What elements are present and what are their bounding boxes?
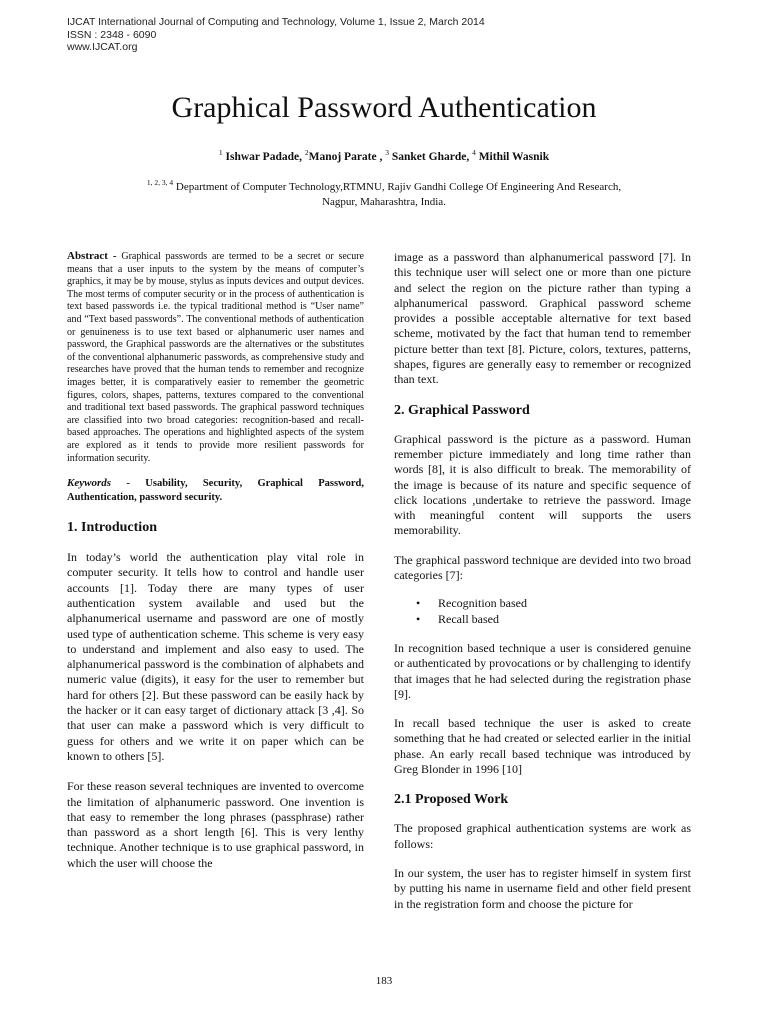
author-number: 1 — [218, 148, 223, 157]
abstract-label: Abstract - — [67, 250, 117, 262]
paragraph: Graphical password is the picture as a password. Human remember picture immediately and long time rather than words [8], it is also difficult to break. The memorability of the image is because of its nature and specific sequence of click locations ,undertake to retrieve the password. Image with meaningful content will supports the users memorability. — [394, 431, 691, 538]
journal-header — [67, 16, 485, 54]
left-column — [67, 250, 364, 871]
keywords-label: Keywords - — [67, 477, 131, 490]
category-list — [394, 596, 691, 627]
paragraph: In our system, the user has to register himself in system first by putting his name in username field and other field present in the registration form and choose the picture for — [394, 865, 691, 911]
list-item: • Recognition based — [438, 596, 691, 611]
affiliation — [0, 180, 768, 210]
paragraph: The graphical password technique are devided into two broad categories [7]: — [394, 552, 691, 583]
author-list — [0, 148, 768, 163]
section-heading-graphical-password: 2. Graphical Password — [394, 402, 530, 418]
keywords — [67, 477, 364, 504]
author-name: Manoj Parate , — [308, 151, 386, 163]
paragraph: In recall based technique the user is asked to create something that he had created or selected earlier in the initial phase. An early recall based technique was introduced by Greg Blonder in 1996 [10] — [394, 716, 691, 777]
paragraph: The proposed graphical authentication systems are work as follows: — [394, 821, 691, 851]
abstract-text: Graphical passwords are termed to be a secret or secure means that a user inputs to the system by the means of computer’s graphics, it may be by mouse, stylus as inputs devices and output devices. The most terms of computer security or in the process of authentication is text based passwords i.e. the typical traditional method is “User name” and “Text based passwords”. The conventional methods of authentication or genuineness is to use text based or alphanumeric user names and password, the Graphical passwords are the alternatives or the substitutes of the conventional alphanumeric passwords, as comprehensive study and researches have proved that the human tends to remember and recognize images better, it is comparatively easier to remember the geometric figures, colors, shapes, patterns, textures compared to the conventional and traditional text based passwords. The graphical password techniques are classified into two broad categories: recognition-based and recall-based approaches. The operations and highlighted aspects of the system are explored as it tends to provide more resilient passwords for information security. — [67, 251, 364, 464]
right-column — [394, 250, 691, 912]
affiliation-line: Department of Computer Technology,RTMNU, Rajiv Gandhi College Of Engineering And Research, — [175, 181, 622, 193]
paragraph: image as a password than alphanumerical password [7]. In this technique user will select one or more than one picture and select the region on the picture rather than typing a alphanumerical password. Graphical password scheme provides a possible acceptable alternative for text based scheme, motivated by the fact that human tend to remember picture better than text [8]. Picture, colors, textures, patterns, shapes, figures are generally easy to remember or recognized than text. — [394, 250, 691, 387]
page-number: 183 — [375, 975, 393, 987]
abstract — [67, 250, 364, 465]
author-number: 4 — [472, 148, 476, 157]
section-heading-introduction: 1. Introduction — [67, 520, 157, 536]
author-name: Mithil Wasnik — [478, 151, 550, 163]
author-name: Sanket Gharde, — [391, 151, 473, 163]
keywords-text: Usability, Security, Graphical Password, Authentication, password security. — [67, 478, 365, 503]
journal-name: IJCAT International Journal of Computing and Technology, Volume 1, Issue 2, March 2014 — [67, 16, 485, 28]
paragraph: In today’s world the authentication play vital role in computer security. It tells how to control and handle user accounts [1]. Today there are many types of user authentication system available and used but the alphanumerical username and password are one of mostly used type of authentication scheme. This scheme is very easy to understand and implement and also easy to used. The alphanumerical password is the combination of alphabets and numeric value (digits), it easy for the user to remember but hard for others [2]. But these password can be easily hack by the hacker or it can easy target of dictionary attack [3 ,4]. So that user can make a password which is very difficult to guess for others and we write it on paper which can be known to others [5]. — [67, 550, 364, 763]
paragraph: For these reason several techniques are invented to overcome the limitation of alphanumeric password. One invention is that easy to remember the long phrases (passphrase) rather than password as a short length [6]. This is very lenthy technique. Another technique is to use graphical password, in which the user will choose the — [67, 779, 364, 870]
section-heading-proposed-work: 2.1 Proposed Work — [394, 792, 509, 808]
paragraph: In recognition based technique a user is considered genuine or authenticated by provocations or by challenging to identify that images that he had selected during the registration phase [9]. — [394, 640, 691, 701]
affiliation-line: Nagpur, Maharashtra, India. — [322, 196, 446, 208]
author-number: 2 — [304, 148, 309, 157]
issn: ISSN : 2348 - 6090 — [67, 28, 157, 41]
author-name: Ishwar Padade, — [225, 151, 305, 163]
journal-url: www.IJCAT.org — [67, 41, 138, 53]
affiliation-sup: 1, 2, 3, 4 — [146, 178, 174, 187]
list-item: • Recall based — [438, 612, 691, 627]
author-number: 3 — [385, 148, 389, 157]
paper-title: Graphical Password Authentication — [171, 91, 597, 124]
